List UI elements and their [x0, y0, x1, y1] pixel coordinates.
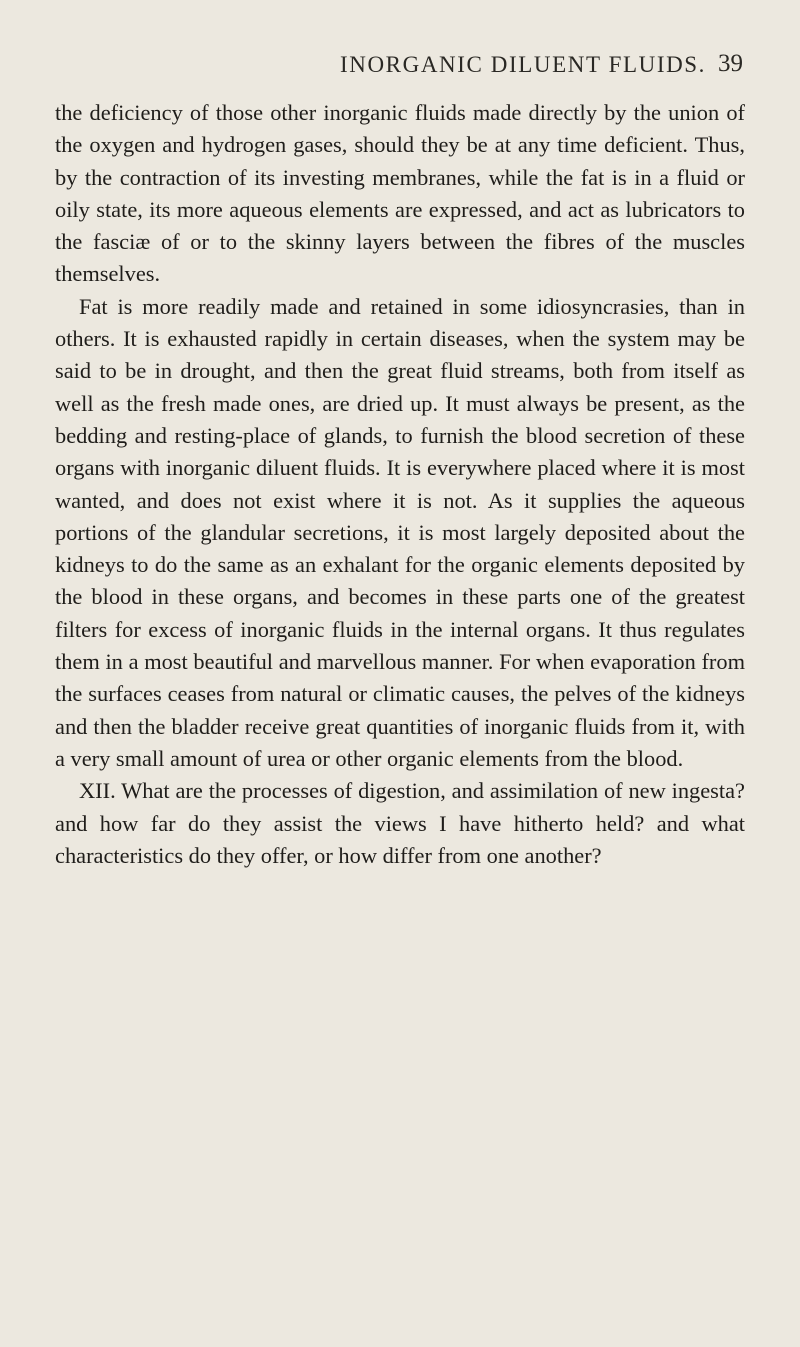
body-text — [55, 97, 745, 872]
page-number: 39 — [718, 50, 743, 77]
paragraph-fat-fluid-continuation: the deficiency of those other inorganic fluids made directly by the union of the oxygen and hydrogen gases, should they be at any time deficient. Thus, by the contraction of its investing membranes, while the fat is in a fluid or oily state, its more aqueous elements are expressed, and act as lubricators to the fasciæ of or to the skinny layers between the fibres of the muscles themselves. — [55, 100, 745, 287]
paragraph-section-xii: XII. What are the processes of digestion, and assimilation of new ingesta? and how far do they assist the views I have hitherto held? and what characteristics do they offer, or how differ from one another? — [55, 778, 745, 868]
paragraph-fat-idiosyncrasies: Fat is more readily made and retained in some idiosyncrasies, than in others. It is exhausted rapidly in certain diseases, when the system may be said to be in drought, and then the great fluid streams, both from itself as well as the fresh made ones, are dried up. It must always be present, as the bedding and resting-place of glands, to furnish the blood secretion of these organs with inorganic diluent fluids. It is everywhere placed where it is most wanted, and does not exist where it is not. As it supplies the aqueous portions of the glandular secretions, it is most largely deposited about the kidneys to do the same as an exhalant for the organic elements deposited by the blood in these organs, and becomes in these parts one of the greatest filters for excess of inorganic fluids in the internal organs. It thus regulates them in a most beautiful and marvellous manner. For when evaporation from the surfaces ceases from natural or climatic causes, the pelves of the kidneys and then the bladder receive great quantities of inorganic fluids from it, with a very small amount of urea or other organic elements from the blood. — [55, 293, 745, 771]
running-title: INORGANIC DILUENT FLUIDS. — [340, 52, 707, 77]
